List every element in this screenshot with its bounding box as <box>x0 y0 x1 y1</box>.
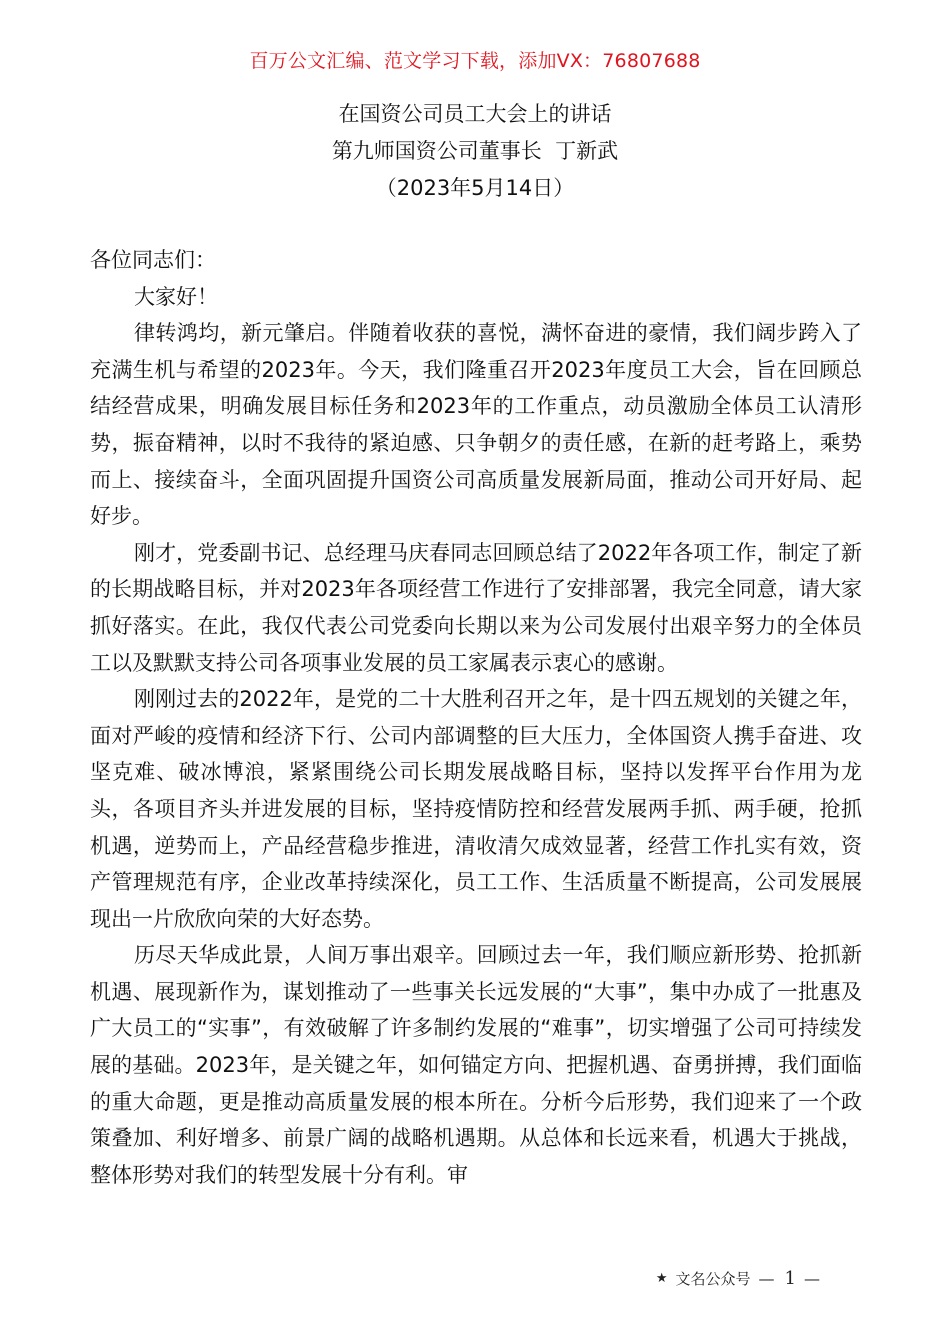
footer-label: 文名公众号 <box>675 1270 751 1288</box>
paragraph-1: 律转鸿均，新元肇启。伴随着收获的喜悦，满怀奋进的豪情，我们阔步跨入了充满生机与希望的2023年。今天，我们隆重召开2023年度员工大会，旨在回顾总结经营成果，明确发展目标任务和2023年的工作重点，动员激励全体员工认清形势，振奋精神，以时不我待的紧迫感、只争朝夕的责任感，在新的赶考路上，乘势而上、接续奋斗，全面巩固提升国资公司高质量发展新局面，推动公司开好局、起好步。 <box>90 321 862 529</box>
star-icon: ★ <box>655 1271 668 1286</box>
footer-dash-left: — <box>758 1269 777 1288</box>
speaker-line: 第九师国资公司董事长 丁新武 <box>331 139 619 163</box>
salutation: 各位同志们： <box>90 248 216 272</box>
page-number: 1 <box>784 1268 796 1289</box>
footer-dash-right: — <box>804 1269 822 1288</box>
speech-date: （2023年5月14日） <box>375 176 575 200</box>
paragraph-2: 刚才，党委副书记、总经理马庆春同志回顾总结了2022年各项工作，制定了新的长期战略目标，并对2023年各项经营工作进行了安排部署，我完全同意，请大家抓好落实。在此，我仅代表公司党委向长期以来为公司发展付出艰辛努力的全体员工以及默默支持公司各项事业发展的员工家属表示衷心的感谢。 <box>90 540 862 675</box>
speech-title-block <box>0 96 950 207</box>
speech-title: 在国资公司员工大会上的讲话 <box>338 102 612 126</box>
paragraph-4: 历尽天华成此景，人间万事出艰辛。回顾过去一年，我们顺应新形势、抢抓新机遇、展现新作为，谋划推动了一些事关长远发展的“大事”，集中办成了一批惠及广大员工的“实事”，有效破解了许多制约发展的“难事”，切实增强了公司可持续发展的基础。2023年，是关键之年，如何锚定方向、把握机遇、奋勇拼搏，我们面临的重大命题，更是推动高质量发展的根本所在。分析今后形势，我们迎来了一个政策叠加、利好增多、前景广阔的战略机遇期。从总体和长远来看，机遇大于挑战，整体形势对我们的转型发展十分有利。审 <box>90 943 862 1187</box>
speech-body <box>90 242 862 1193</box>
paragraph-3: 刚刚过去的2022年，是党的二十大胜利召开之年，是十四五规划的关键之年，面对严峻的疫情和经济下行、公司内部调整的巨大压力，全体国资人携手奋进、攻坚克难、破冰博浪，紧紧围绕公司长期发展战略目标，坚持以发挥平台作用为龙头，各项目齐头并进发展的目标，坚持疫情防控和经营发展两手抓、两手硬，抢抓机遇，逆势而上，产品经营稳步推进，清收清欠成效显著，经营工作扎实有效，资产管理规范有序，企业改革持续深化，员工工作、生活质量不断提高，公司发展展现出一片欣欣向荣的大好态势。 <box>90 687 862 931</box>
header-watermark-note: 百万公文汇编、范文学习下载，添加VX：76807688 <box>249 50 701 72</box>
paragraph-greeting: 大家好！ <box>134 284 218 309</box>
page-footer <box>656 1268 822 1289</box>
